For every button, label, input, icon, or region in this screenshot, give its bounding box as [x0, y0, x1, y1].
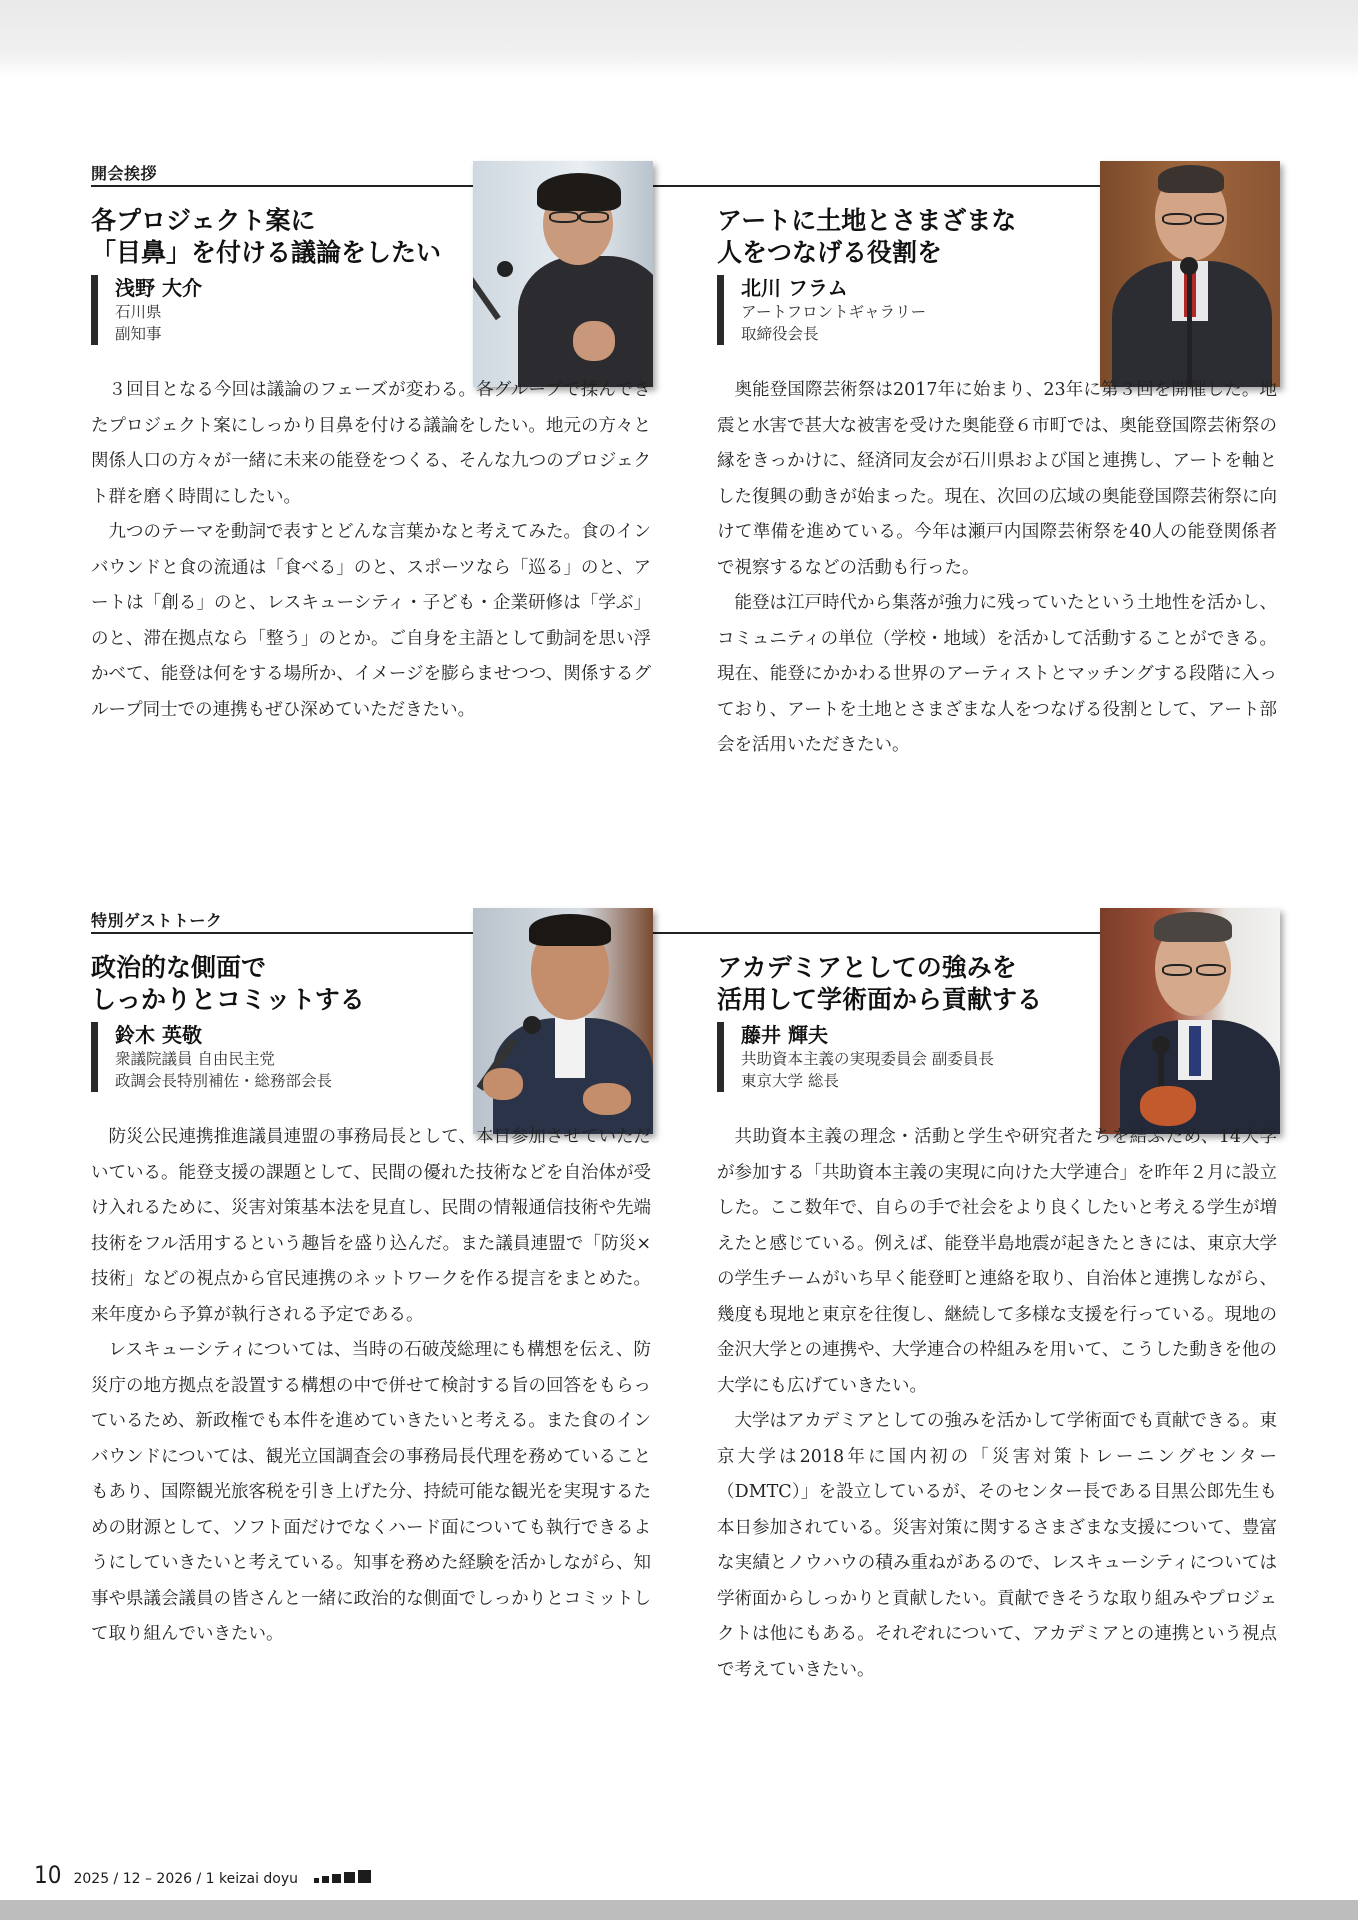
speaker-info [91, 275, 485, 345]
speaker-photo-asano [473, 161, 653, 387]
speaker-role: アートフロントギャラリー [741, 303, 927, 321]
speaker-name: 鈴木 英敬 [115, 1023, 202, 1047]
speaker-info [717, 275, 1111, 345]
article-headline [91, 205, 491, 269]
paragraph: 大学はアカデミアとしての強みを活かして学術面でも貢献できる。東京大学は2018年に国内初の「災害対策トレーニングセンター（DMTC）」を設立しているが、そのセンター長である目黒公郎先生も本日参加されている。災害対策に関するさまざまな支援について、豊富な実績とノウハウの積み重ねがあるので、レスキューシティについては学術面からしっかりと貢献したい。貢献できそうな取り組みやプロジェクトは他にもある。それぞれについて、アカデミアとの連携という視点で考えていきたい。 [717, 1411, 1277, 1680]
paragraph: 能登は江戸時代から集落が強力に残っていたという土地性を活かし、コミュニティの単位（学校・地域）を活かして活動することができる。現在、能登にかかわる世界のアーティストとマッチングする段階に入っており、アートを土地とさまざまな人をつなげる役割として、アート部会を活用いただきたい。 [717, 593, 1277, 755]
headline-line: 政治的な側面で [91, 953, 267, 982]
headline-line: アカデミアとしての強みを [717, 953, 1017, 982]
headline-line: 各プロジェクト案に [91, 206, 316, 235]
article-body [717, 1120, 1277, 1688]
paragraph: 九つのテーマを動詞で表すとどんな言葉かなと考えてみた。食のインバウンドと食の流通は「食べる」のと、スポーツなら「巡る」のと、アートは「創る」のと、レスキューシティ・子ども・企業研修は「学ぶ」のと、滞在拠点なら「整う」のとか。ご自身を主語として動詞を思い浮かべて、能登は何をする場所か、イメージを膨らませつつ、関係するグループ同士での連携もぜひ深めていただきたい。 [91, 522, 651, 720]
paragraph: 奥能登国際芸術祭は2017年に始まり、23年に第３回を開催した。地震と水害で甚大な被害を受けた奥能登６市町では、奥能登国際芸術祭の縁をきっかけに、経済同友会が石川県および国と連携し、アートを軸とした復興の動きが始まった。現在、次回の広域の奥能登国際芸術祭に向けて準備を進めている。今年は瀬戸内国際芸術祭を40人の能登関係者で視察するなどの活動も行った。 [717, 380, 1277, 578]
speaker-name: 浅野 大介 [115, 276, 202, 300]
decorative-squares-icon [314, 1870, 371, 1883]
speaker-role: 政調会長特別補佐・総務部会長 [115, 1072, 333, 1090]
speaker-photo-fujii [1100, 908, 1280, 1134]
article-headline [717, 952, 1117, 1016]
issue-label: 2025 / 12 – 2026 / 1 keizai doyu [73, 1871, 299, 1887]
page-footer [34, 1861, 371, 1891]
section-rule [653, 185, 1100, 187]
speaker-photo-kitagawa [1100, 161, 1280, 387]
speaker-role: 石川県 [115, 303, 162, 321]
speaker-role: 衆議院議員 自由民主党 [115, 1050, 275, 1068]
speaker-info [91, 1022, 485, 1092]
article-headline [91, 952, 491, 1016]
article-body [717, 373, 1277, 764]
section-rule [91, 185, 473, 187]
paragraph: 共助資本主義の理念・活動と学生や研究者たちを結ぶため、14大学が参加する「共助資本主義の実現に向けた大学連合」を昨年２月に設立した。ここ数年で、自らの手で社会をより良くしたいと考える学生が増えたと感じている。例えば、能登半島地震が起きたときには、東京大学の学生チームがいち早く能登町と連絡を取り、自治体と連携しながら、幾度も現地と東京を往復し、継続して多様な支援を行っている。現地の金沢大学との連携や、大学連合の枠組みを用いて、こうした動きを他の大学にも広げていきたい。 [717, 1127, 1277, 1396]
speaker-name: 藤井 輝夫 [741, 1023, 828, 1047]
article-headline [717, 205, 1117, 269]
section-rule [653, 932, 1100, 934]
top-band [0, 0, 1358, 78]
headline-line: 人をつなげる役割を [717, 238, 943, 267]
speaker-photo-suzuki [473, 908, 653, 1134]
headline-line: 活用して学術面から貢献する [717, 985, 1043, 1014]
paragraph: 防災公民連携推進議員連盟の事務局長として、本日参加させていただいている。能登支援の課題として、民間の優れた技術などを自治体が受け入れるために、災害対策基本法を見直し、民間の情報通信技術や先端技術をフル活用するという趣旨を盛り込んだ。また議員連盟で「防災×技術」などの視点から官民連携のネットワークを作る提言をまとめた。来年度から予算が執行される予定である。 [91, 1127, 651, 1325]
section-label-special: 特別ゲストトーク [91, 911, 223, 930]
paragraph: レスキューシティについては、当時の石破茂総理にも構想を伝え、防災庁の地方拠点を設置する構想の中で併せて検討する旨の回答をもらっているため、新政権でも本件を進めていきたいと考える。また食のインバウンドについては、観光立国調査会の事務局長代理を務めていることもあり、国際観光旅客税を引き上げた分、持続可能な観光を実現するための財源として、ソフト面だけでなくハード面についても執行できるようにしていきたいと考えている。知事を務めた経験を活かしながら、知事や県議会議員の皆さんと一緒に政治的な側面でしっかりとコミットして取り組んでいきたい。 [91, 1340, 651, 1644]
speaker-role: 副知事 [115, 325, 162, 343]
speaker-name: 北川 フラム [741, 276, 848, 300]
speaker-role: 取締役会長 [741, 325, 819, 343]
headline-line: アートに土地とさまざまな [717, 206, 1017, 235]
speaker-role: 共助資本主義の実現委員会 副委員長 [741, 1050, 994, 1068]
paragraph: ３回目となる今回は議論のフェーズが変わる。各グループで揉んできたプロジェクト案にしっかり目鼻を付ける議論をしたい。地元の方々と関係人口の方々が一緒に未来の能登をつくる、そんな九つのプロジェクト群を磨く時間にしたい。 [91, 380, 651, 507]
section-label-opening: 開会挨拶 [91, 164, 158, 183]
speaker-role: 東京大学 総長 [741, 1072, 839, 1090]
bottom-band [0, 1900, 1358, 1920]
speaker-info [717, 1022, 1111, 1092]
article-body [91, 1120, 651, 1653]
page-number: 10 [34, 1861, 62, 1889]
headline-line: 「目鼻」を付ける議論をしたい [91, 238, 442, 267]
section-rule [91, 932, 473, 934]
article-body [91, 373, 651, 728]
headline-line: しっかりとコミットする [91, 985, 365, 1014]
